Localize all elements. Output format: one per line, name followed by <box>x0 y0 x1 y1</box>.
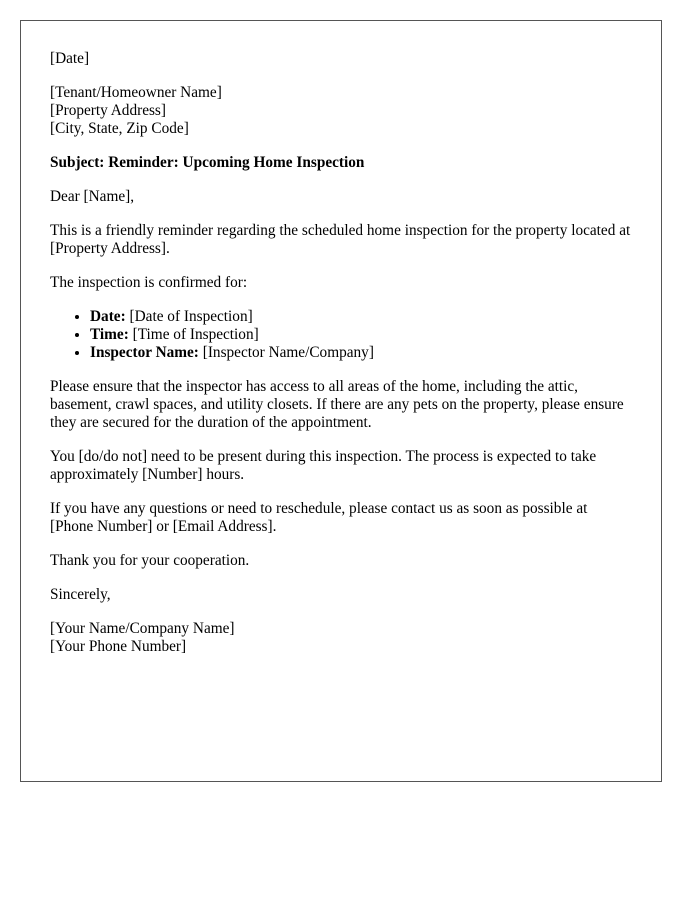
detail-value: [Date of Inspection] <box>129 308 253 325</box>
detail-label: Inspector Name: <box>90 344 199 361</box>
presence-paragraph: You [do/do not] need to be present during this inspection. The process is expected to take approximately [Number] hours. <box>50 448 597 483</box>
detail-item-inspector <box>90 344 633 362</box>
signature-name: [Your Name/Company Name] <box>50 620 235 637</box>
letter-date: [Date] <box>50 50 90 67</box>
signature-phone: [Your Phone Number] <box>50 638 187 655</box>
subject-text: Subject: Reminder: Upcoming Home Inspection <box>50 154 365 171</box>
detail-item-date <box>90 308 633 326</box>
salutation: Dear [Name], <box>50 188 135 205</box>
recipient-name: [Tenant/Homeowner Name] <box>50 84 222 101</box>
recipient-block <box>50 84 633 138</box>
detail-label: Time: <box>90 326 129 343</box>
closing-line: Sincerely, <box>50 586 111 603</box>
detail-value: [Inspector Name/Company] <box>202 344 374 361</box>
thanks-line: Thank you for your cooperation. <box>50 552 250 569</box>
subject-line <box>50 154 633 172</box>
detail-item-time <box>90 326 633 344</box>
access-paragraph: Please ensure that the inspector has access to all areas of the home, including the attic, basement, crawl spaces, and utility closets. If there are any pets on the property, please ensure they are secured for the duration of the appointment. <box>50 378 624 431</box>
detail-value: [Time of Inspection] <box>132 326 259 343</box>
recipient-city-state-zip: [City, State, Zip Code] <box>50 120 189 137</box>
inspection-details-list <box>50 308 633 362</box>
confirmed-intro: The inspection is confirmed for: <box>50 274 248 291</box>
detail-label: Date: <box>90 308 126 325</box>
recipient-address: [Property Address] <box>50 102 166 119</box>
intro-paragraph: This is a friendly reminder regarding the scheduled home inspection for the property located at [Property Address]. <box>50 222 631 257</box>
letter-document <box>20 20 662 782</box>
contact-paragraph: If you have any questions or need to reschedule, please contact us as soon as possible at [Phone Number] or [Email Address]. <box>50 500 588 535</box>
signature-block <box>50 620 633 656</box>
